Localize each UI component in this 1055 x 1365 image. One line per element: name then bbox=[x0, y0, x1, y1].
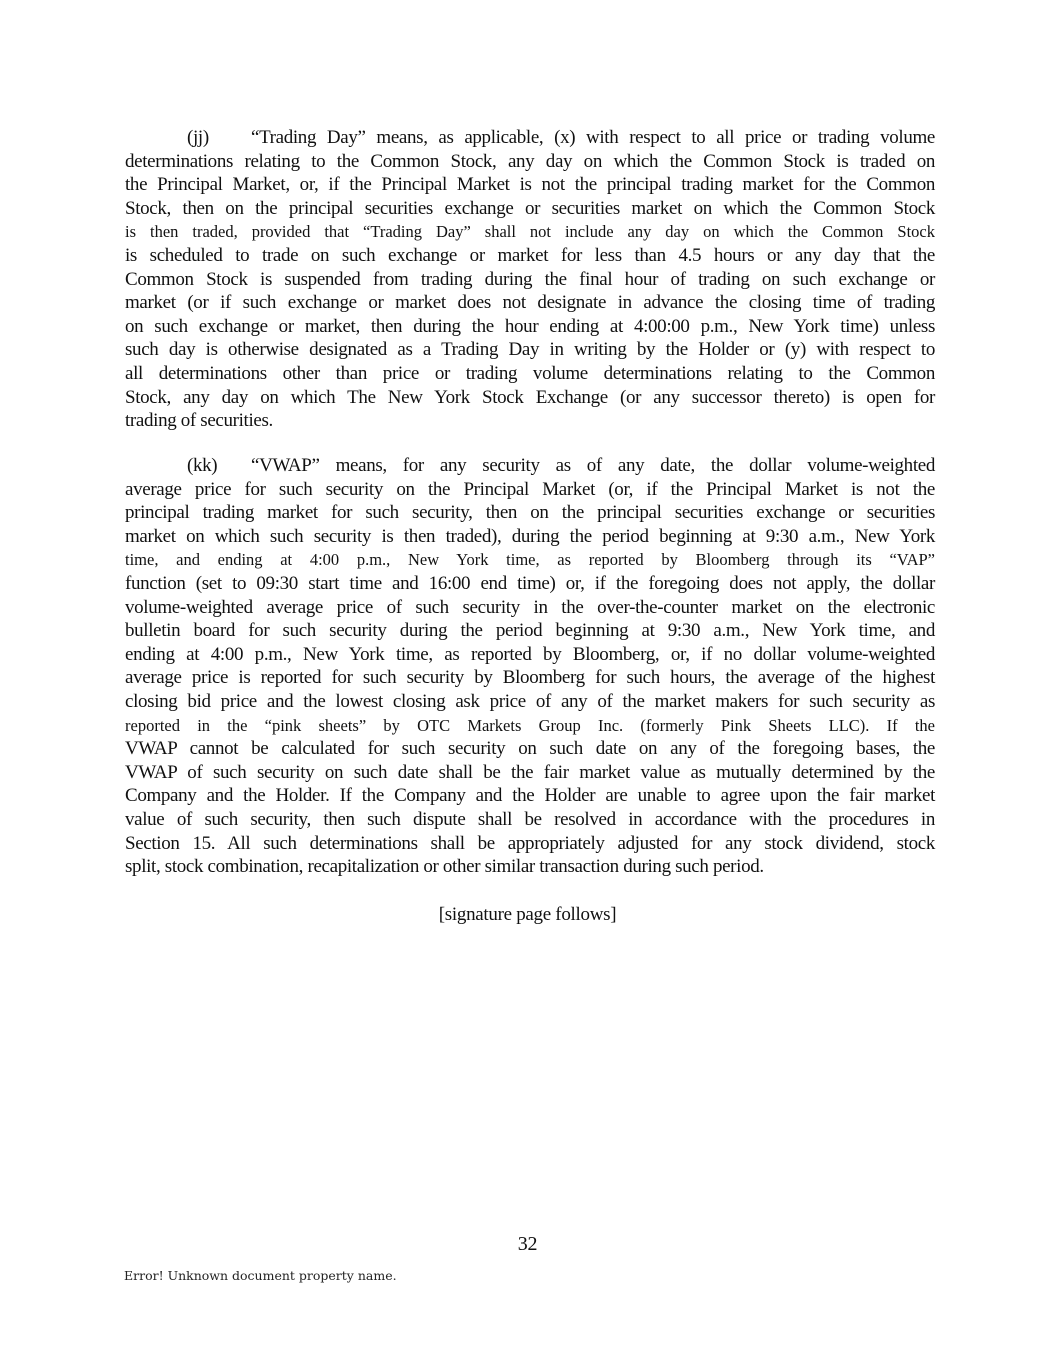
line-text: “VWAP” means, for any security as of any date, the dollar volume-weighted bbox=[251, 455, 935, 476]
text-line: Section 15. All such determinations shall be appropriately adjusted for any stock dividend, stock bbox=[125, 832, 935, 854]
text-line: average price for such security on the Principal Market (or, if the Principal Market is not the bbox=[125, 478, 935, 500]
text-line: the Principal Market, or, if the Principal Market is not the principal trading market for the Common bbox=[125, 174, 935, 196]
text-line: time, and ending at 4:00 p.m., New York time, as reported by Bloomberg through its “VAP” bbox=[125, 550, 935, 570]
signature-page-note: [signature page follows] bbox=[438, 904, 617, 925]
text-line: Common Stock is suspended from trading during the final hour of trading on such exchange or bbox=[125, 268, 935, 290]
text-line: function (set to 09:30 start time and 16:00 end time) or, if the foregoing does not apply, the dollar bbox=[125, 572, 935, 594]
line-text: “Trading Day” means, as applicable, (x) with respect to all price or trading volume bbox=[251, 127, 935, 148]
paragraph-trading-day bbox=[125, 126, 935, 433]
text-line: Stock, then on the principal securities exchange or securities market on which the Common Stock bbox=[125, 197, 935, 219]
text-line: VWAP of such security on such date shall be the fair market value as mutually determined by the bbox=[125, 761, 935, 783]
text-line: value of such security, then such dispute shall be resolved in accordance with the procedures in bbox=[125, 808, 935, 830]
text-line: average price is reported for such security by Bloomberg for such hours, the average of the highest bbox=[125, 667, 935, 689]
text-line: reported in the “pink sheets” by OTC Markets Group Inc. (formerly Pink Sheets LLC). If the bbox=[125, 715, 935, 735]
page-number: 32 bbox=[517, 1233, 538, 1255]
paragraph-label: (kk) bbox=[187, 455, 218, 476]
text-line: Company and the Holder. If the Company and the Holder are unable to agree upon the fair market bbox=[125, 785, 935, 807]
text-line: market on which such security is then traded), during the period beginning at 9:30 a.m., New York bbox=[125, 525, 935, 547]
paragraph-vwap bbox=[125, 454, 935, 879]
text-line: determinations relating to the Common Stock, any day on which the Common Stock is traded on bbox=[125, 150, 935, 172]
text-line: on such exchange or market, then during the hour ending at 4:00:00 p.m., New York time) unless bbox=[125, 315, 935, 337]
text-line: trading of securities. bbox=[125, 410, 273, 432]
paragraph-label: (jj) bbox=[187, 127, 209, 148]
text-line: principal trading market for such security, then on the principal securities exchange or securities bbox=[125, 502, 935, 524]
text-line: volume-weighted average price of such security in the over-the-counter market on the electronic bbox=[125, 596, 935, 618]
text-line: Stock, any day on which The New York Stock Exchange (or any successor thereto) is open for bbox=[125, 386, 935, 408]
text-line: such day is otherwise designated as a Trading Day in writing by the Holder or (y) with respect to bbox=[125, 339, 935, 361]
text-line: is scheduled to trade on such exchange or market for less than 4.5 hours or any day that the bbox=[125, 244, 935, 266]
text-line: market (or if such exchange or market does not designate in advance the closing time of trading bbox=[125, 292, 935, 314]
text-line bbox=[125, 454, 935, 478]
text-line: closing bid price and the lowest closing ask price of any of the market makers for such security as bbox=[125, 690, 935, 712]
text-line: is then traded, provided that “Trading Day” shall not include any day on which the Common Stock bbox=[125, 222, 935, 242]
text-line: ending at 4:00 p.m., New York time, as reported by Bloomberg, or, if no dollar volume-weighted bbox=[125, 643, 935, 665]
footer-text: Error! Unknown document property name. bbox=[124, 1268, 397, 1283]
text-line: split, stock combination, recapitalization or other similar transaction during such period. bbox=[125, 856, 764, 878]
text-line bbox=[125, 126, 935, 150]
text-line: all determinations other than price or trading volume determinations relating to the Common bbox=[125, 362, 935, 384]
text-line: bulletin board for such security during the period beginning at 9:30 a.m., New York time, and bbox=[125, 620, 935, 642]
text-line: VWAP cannot be calculated for such security on such date on any of the foregoing bases, the bbox=[125, 738, 935, 760]
